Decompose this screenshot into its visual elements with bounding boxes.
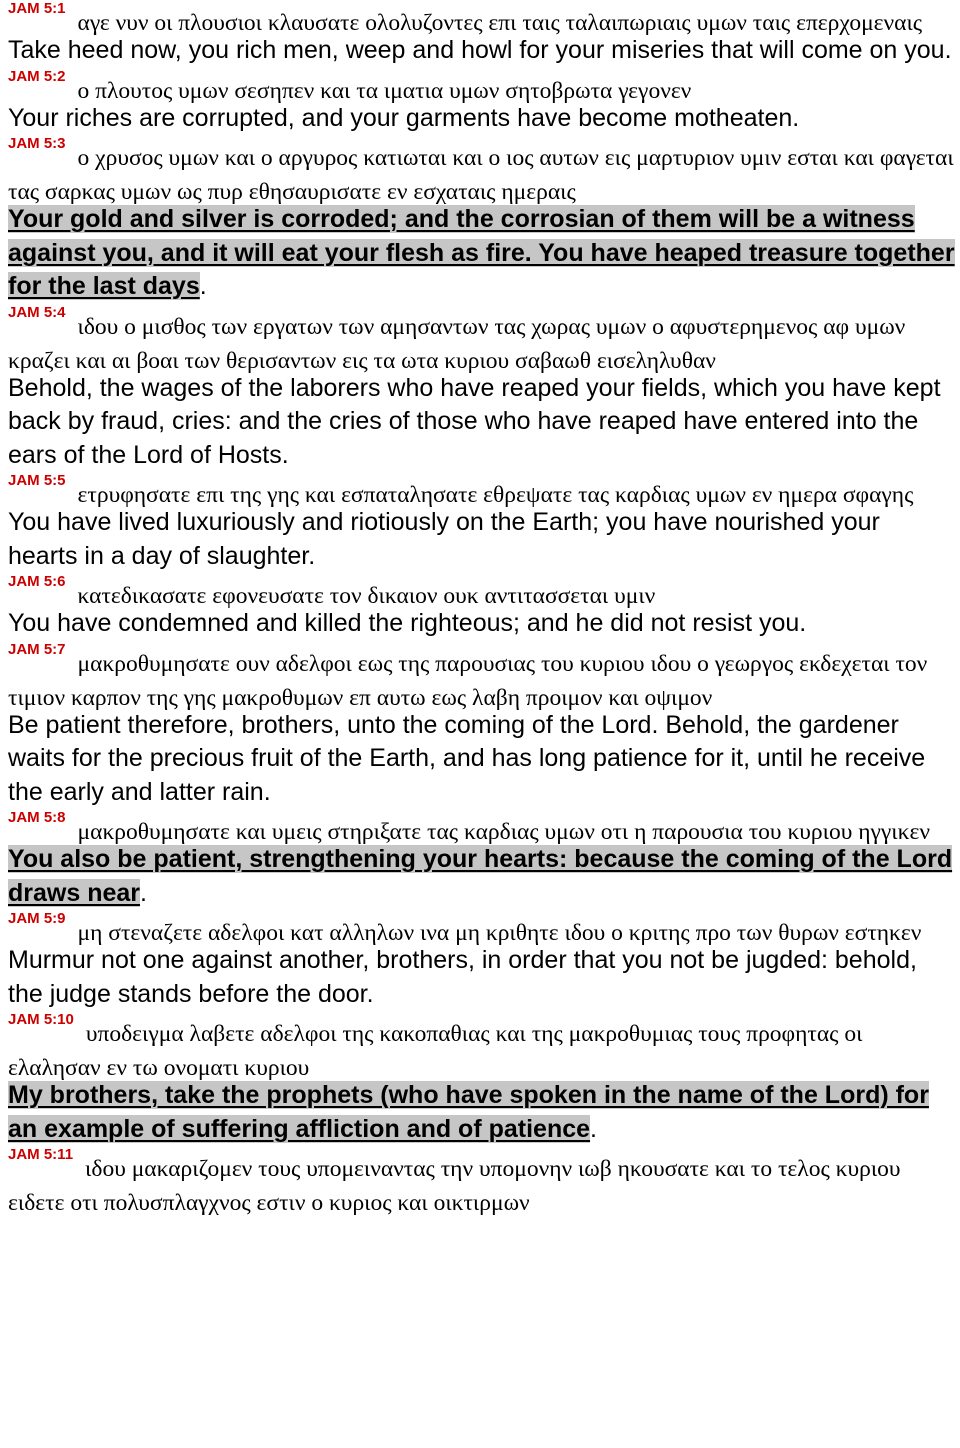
verse-reference: JAM 5:4: [8, 303, 66, 321]
english-line: [8, 607, 956, 641]
verse-block: [8, 304, 956, 473]
english-text: Be patient therefore, brothers, unto the coming of the Lord. Behold, the gardener waits for the precious fruit of the Earth, and has long patience for it, until he receive the early and latter rain.: [8, 710, 926, 806]
english-text: Behold, the wages of the laborers who have reaped your fields, which you have kept back by fraud, cries: and the cries of those who have reaped have entered into the ears of the Lord of Hosts.: [8, 373, 941, 469]
verse-block: [8, 68, 956, 136]
greek-line: [8, 1146, 956, 1214]
highlighted-text: You also be patient, strengthening your hearts: because the coming of the Lord draws near: [8, 845, 953, 907]
english-line: [8, 843, 956, 910]
verse-reference: JAM 5:5: [8, 472, 66, 489]
scripture-page: [8, 0, 956, 1214]
english-line: [8, 34, 956, 68]
highlighted-text: Your gold and silver is corroded; and the corrosian of them will be a witness against you, and it will eat your flesh as fire. You have heaped treasure together for the last days: [8, 205, 955, 300]
english-text: Take heed now, you rich men, weep and howl for your miseries that will come on you.: [8, 36, 952, 64]
greek-text: ιδου ο μισθος των εργατων των αμησαντων τας χωρας υμων ο αφυστερημενος αφ υμων κραζει και αι βοαι των θερισαντων εις τα ωτα κυριου σαβαωθ εισεληλυθαν: [8, 313, 906, 374]
greek-text: ετρυφησατε επι της γης και εσπαταλησατε εθρεψατε τας καρδιας υμων εν ημερα σφαγης: [77, 482, 914, 508]
greek-text: ο πλουτος υμων σεσηπεν και τα ιματια υμων σητοβρωτα γεγονεν: [77, 77, 692, 104]
greek-text: μακροθυμησατε και υμεις στηριξατε τας καρδιας υμων οτι η παρουσια του κυριου ηγγικεν: [77, 819, 930, 845]
verse-reference: JAM 5:1: [8, 0, 66, 17]
greek-line: [8, 573, 956, 607]
greek-text: ιδου μακαριζομεν τους υπομειναντας την υπομονην ιωβ ηκουσατε και το τελος κυριου ειδετε οτι πολυσπλαγχνος εστιν ο κυριος και οικτιρμων: [8, 1156, 901, 1216]
verse-reference: JAM 5:10: [8, 1011, 74, 1028]
english-line: [8, 372, 956, 473]
english-text: Murmur not one against another, brothers, in order that you not be jugded: behold, the judge stands before the door.: [8, 946, 917, 1008]
greek-text: μακροθυμησατε ουν αδελφοι εως της παρουσιας του κυριου ιδου ο γεωργος εκδεχεται τον τιμιον καρπον της γης μακροθυμων επ αυτω εως λαβη προιμον και οψιμον: [8, 650, 928, 711]
greek-line: [8, 472, 956, 506]
verse-reference: JAM 5:8: [8, 809, 66, 826]
verse-block: [8, 809, 956, 910]
greek-text: ο χρυσος υμων και ο αργυρος κατιωται και ο ιος αυτων εις μαρτυριον υμιν εσται και φαγεται τας σαρκας υμων ως πυρ εθησαυρισατε εν εσχαταις ημεραις: [8, 145, 954, 205]
trailing-punctuation: .: [199, 272, 207, 300]
greek-line: [8, 809, 956, 843]
greek-line: [8, 68, 956, 102]
english-line: [8, 102, 956, 136]
english-text: Your riches are corrupted, and your garments have become motheaten.: [8, 103, 800, 132]
greek-text: μη στεναζετε αδελφοι κατ αλληλων ινα μη κριθητε ιδου ο κριτης προ των θυρων εστηκεν: [77, 920, 922, 946]
verse-reference: JAM 5:9: [8, 910, 66, 927]
verse-block: [8, 641, 956, 810]
verse-block: [8, 472, 956, 573]
verse-reference: JAM 5:7: [8, 640, 66, 658]
english-text: You have condemned and killed the righteous; and he did not resist you.: [8, 609, 807, 637]
verse-block: [8, 1011, 956, 1146]
english-text: You have lived luxuriously and riotiously on the Earth; you have nourished your hearts in a day of slaughter.: [8, 508, 880, 570]
greek-line: [8, 910, 956, 944]
verse-block: [8, 0, 956, 68]
greek-line: [8, 1011, 956, 1079]
greek-line: [8, 0, 956, 34]
english-line: [8, 709, 956, 810]
greek-text: κατεδικασατε εφονευσατε τον δικαιον ουκ αντιτασσεται υμιν: [77, 583, 656, 609]
trailing-punctuation: .: [590, 1114, 597, 1143]
greek-text: αγε νυν οι πλουσιοι κλαυσατε ολολυζοντες επι ταις ταλαιπωριαις υμων ταις επερχομεναις: [77, 10, 923, 36]
verse-reference: JAM 5:2: [8, 67, 66, 85]
greek-text: υποδειγμα λαβετε αδελφοι της κακοπαθιας και της μακροθυμιας τους προφητας οι ελαλησαν εν τω ονοματι κυριου: [8, 1021, 863, 1081]
english-line: [8, 944, 956, 1011]
verse-reference: JAM 5:11: [8, 1146, 74, 1163]
english-line: [8, 506, 956, 573]
english-line: [8, 1079, 956, 1146]
greek-line: [8, 641, 956, 709]
highlighted-text: My brothers, take the prophets (who have spoken in the name of the Lord) for an example of suffering affliction and of patience: [8, 1081, 929, 1143]
greek-line: [8, 135, 956, 203]
verse-block: [8, 573, 956, 641]
trailing-punctuation: .: [140, 878, 147, 907]
verse-block: [8, 1146, 956, 1214]
english-line: [8, 203, 956, 304]
verse-block: [8, 135, 956, 304]
verse-block: [8, 910, 956, 1011]
verse-reference: JAM 5:6: [8, 573, 66, 590]
greek-line: [8, 304, 956, 372]
verse-reference: JAM 5:3: [8, 135, 66, 152]
